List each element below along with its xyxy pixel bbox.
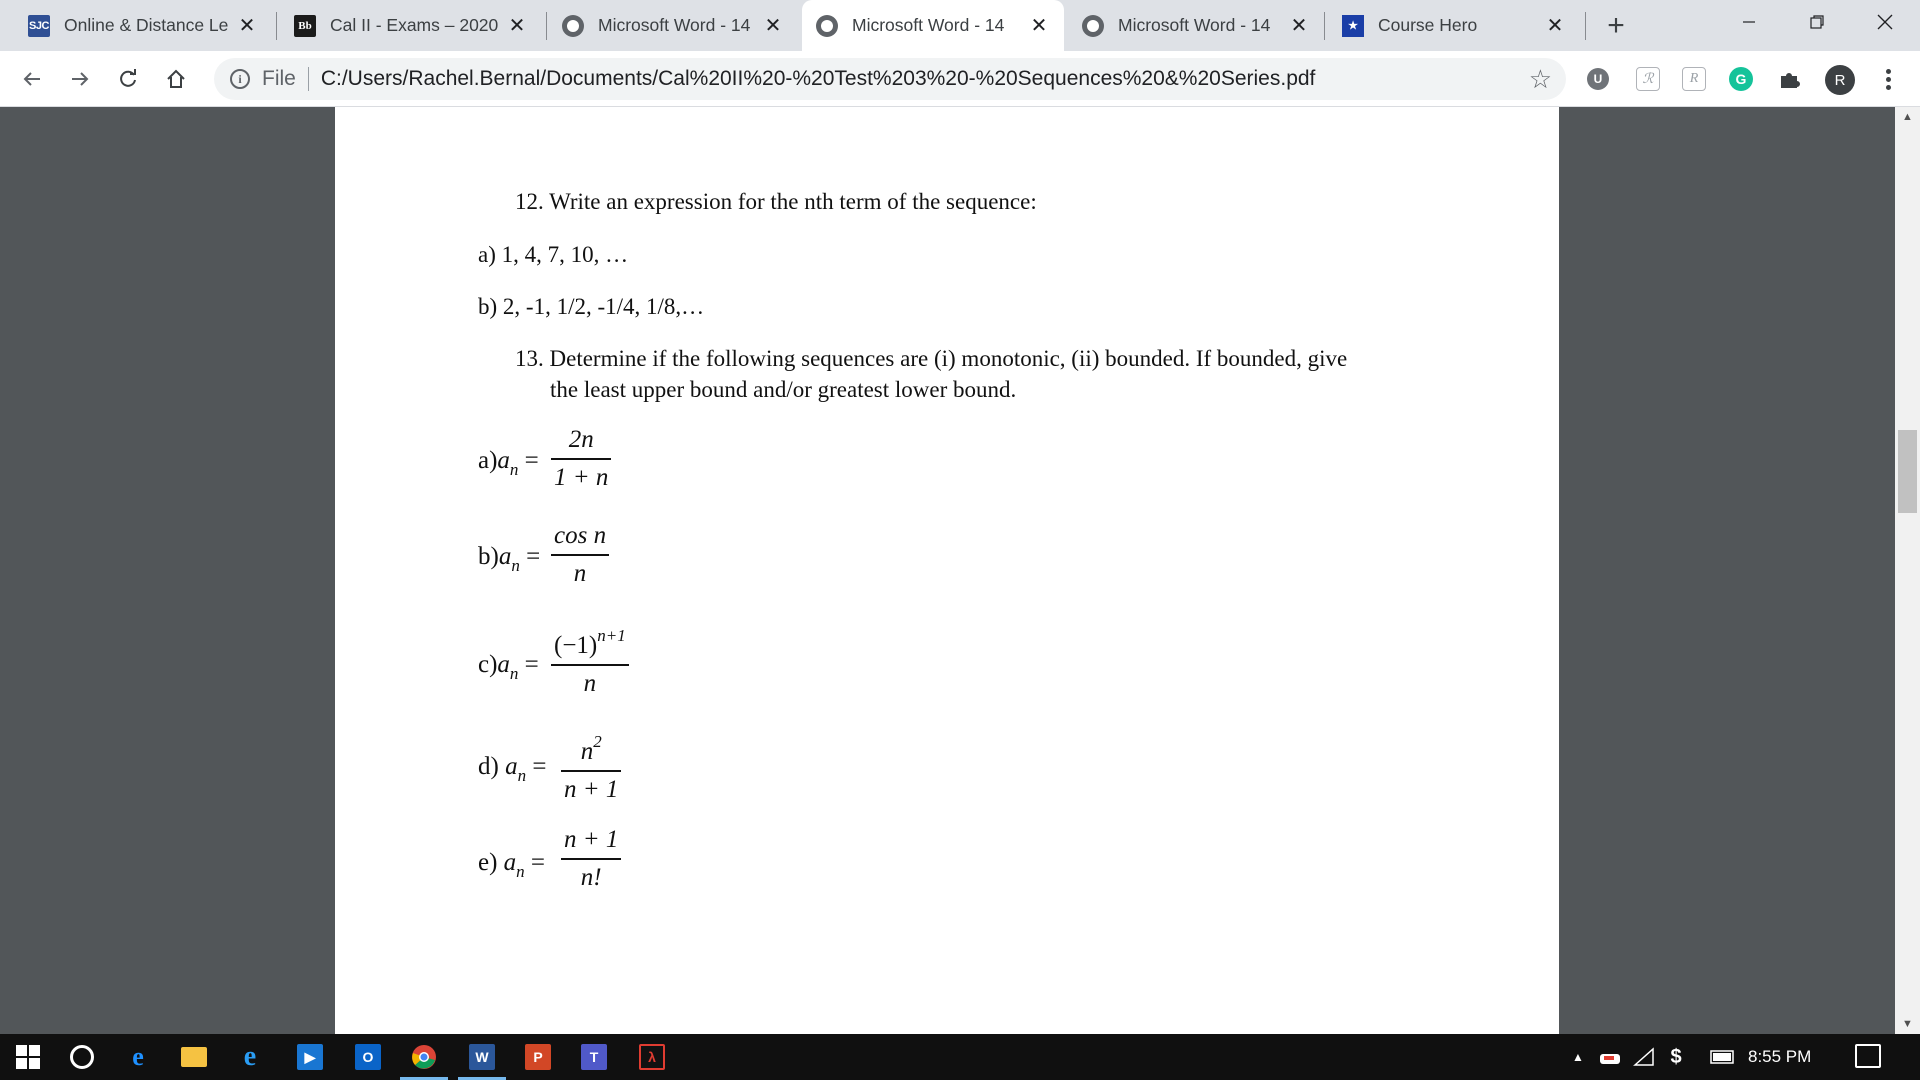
tab-separator <box>1585 12 1586 40</box>
tab-title: Microsoft Word - 14 <box>1118 15 1271 35</box>
close-icon[interactable]: ✕ <box>1290 15 1308 37</box>
start-button[interactable] <box>0 1034 56 1080</box>
taskbar-chrome[interactable] <box>396 1034 452 1080</box>
reload-button[interactable] <box>110 61 146 97</box>
globe-icon <box>816 15 838 37</box>
wifi-icon[interactable] <box>1630 1034 1658 1080</box>
acrobat-icon: λ <box>639 1044 665 1070</box>
edge-icon: e <box>132 1042 144 1071</box>
new-tab-button[interactable]: + <box>1607 9 1625 42</box>
tab-cal-exams[interactable] <box>280 0 542 51</box>
question-12-prompt: 12. Write an expression for the nth term of the sequence: <box>515 189 1037 214</box>
sjc-icon: SJC <box>28 15 50 37</box>
powerpoint-icon: P <box>525 1044 551 1070</box>
formula-c-fraction: $(-1)^{n+1}$ n <box>551 621 629 699</box>
extension-r-icon[interactable]: ℛ <box>1636 67 1660 91</box>
scroll-up-icon[interactable]: ▲ <box>1902 111 1913 123</box>
tab-separator <box>546 12 547 40</box>
tab-separator <box>1324 12 1325 40</box>
forward-button[interactable] <box>62 61 98 97</box>
arrow-left-icon <box>20 67 44 91</box>
chrome-icon <box>411 1044 437 1070</box>
tab-word-1[interactable] <box>548 0 798 51</box>
scroll-down-icon[interactable]: ▼ <box>1902 1018 1913 1030</box>
close-icon[interactable]: ✕ <box>1546 15 1564 37</box>
dollar-icon[interactable]: $ <box>1670 1045 1682 1068</box>
tab-title: Cal II - Exams – 2020 <box>330 15 499 35</box>
tab-word-3[interactable] <box>1068 0 1324 51</box>
address-separator <box>308 67 309 91</box>
formula-b-lhs: $b)a_n$ = <box>478 543 541 575</box>
formula-a-lhs: $a)a_n$ = <box>478 447 539 479</box>
close-icon[interactable]: ✕ <box>508 15 526 37</box>
taskbar-media[interactable] <box>282 1034 338 1080</box>
formula-e-lhs: e) $a_n$ = <box>478 849 546 881</box>
windows-logo-icon <box>16 1045 40 1069</box>
close-icon <box>1876 13 1894 31</box>
home-icon <box>164 67 188 91</box>
formula-b-fraction: cos n n <box>551 521 609 589</box>
taskbar-teams[interactable] <box>566 1034 622 1080</box>
network-icon[interactable] <box>1596 1034 1624 1080</box>
minimize-icon <box>1741 14 1757 30</box>
search-button[interactable] <box>54 1034 110 1080</box>
info-icon[interactable]: i <box>230 69 250 89</box>
extension-script-icon[interactable]: R <box>1682 67 1706 91</box>
home-button[interactable] <box>158 61 194 97</box>
folder-icon <box>181 1047 207 1067</box>
formula-c-lhs: $c)a_n$ = <box>478 651 539 683</box>
tab-title: Course Hero <box>1378 15 1478 35</box>
formula-d-fraction: $n^2$ n + 1 <box>561 727 621 805</box>
back-button[interactable] <box>14 61 50 97</box>
taskbar-edge[interactable] <box>110 1034 166 1080</box>
formula-d-lhs: d) $a_n$ = <box>478 753 547 785</box>
pdf-page <box>335 107 1559 1034</box>
globe-icon <box>562 15 584 37</box>
formula-e-fraction: n + 1 n! <box>561 825 621 893</box>
browser-toolbar <box>0 51 1920 107</box>
blackboard-icon: Bb <box>294 15 316 37</box>
scroll-thumb[interactable] <box>1898 430 1917 513</box>
minimize-button[interactable] <box>1720 0 1778 44</box>
grammarly-icon[interactable]: G <box>1729 67 1753 91</box>
question-13-prompt-line2: the least upper bound and/or greatest lower bound. <box>550 377 1017 402</box>
extension-u-icon[interactable]: U <box>1587 68 1609 90</box>
tab-title: Microsoft Word - 14 <box>598 15 751 35</box>
taskbar-powerpoint[interactable] <box>510 1034 566 1080</box>
play-icon: ▶ <box>297 1044 323 1070</box>
arrow-right-icon <box>68 67 92 91</box>
taskbar-outlook[interactable] <box>340 1034 396 1080</box>
tab-title: Microsoft Word - 14 <box>852 15 1005 35</box>
taskbar-acrobat[interactable] <box>624 1034 680 1080</box>
vertical-scrollbar[interactable] <box>1895 107 1920 1034</box>
tab-title: Online & Distance Le <box>64 15 229 35</box>
word-icon: W <box>469 1044 495 1070</box>
question-12a: a) 1, 4, 7, 10, … <box>478 242 629 267</box>
close-window-button[interactable] <box>1856 0 1914 44</box>
teams-icon: T <box>581 1044 607 1070</box>
globe-icon <box>1082 15 1104 37</box>
search-icon <box>70 1045 94 1069</box>
taskbar-ie[interactable] <box>222 1034 278 1080</box>
reload-icon <box>116 67 140 91</box>
battery-icon[interactable] <box>1708 1034 1738 1080</box>
tab-online-distance[interactable] <box>14 0 272 51</box>
url-text[interactable]: C:/Users/Rachel.Bernal/Documents/Cal%20II%20-%20Test%203%20-%20Sequences%20&%20Series.pdf <box>320 67 1316 90</box>
scheme-label: File <box>262 67 296 90</box>
formula-a-fraction: 2n 1 + n <box>551 425 611 493</box>
course-hero-icon: ★ <box>1342 15 1364 37</box>
address-bar[interactable] <box>214 58 1566 100</box>
close-icon[interactable]: ✕ <box>1030 15 1048 37</box>
windows-taskbar <box>0 1034 1920 1080</box>
outlook-icon: O <box>355 1044 381 1070</box>
tab-course-hero[interactable] <box>1328 0 1580 51</box>
chevron-up-icon[interactable]: ▲ <box>1572 1050 1584 1064</box>
question-13-prompt-line1: 13. Determine if the following sequences are (i) monotonic, (ii) bounded. If bounded, give <box>515 346 1348 371</box>
puzzle-icon[interactable] <box>1774 64 1804 94</box>
restore-icon <box>1809 14 1825 30</box>
taskbar-word[interactable] <box>454 1034 510 1080</box>
tab-word-active[interactable] <box>802 0 1064 51</box>
restore-button[interactable] <box>1788 0 1846 44</box>
menu-icon[interactable] <box>1876 63 1900 95</box>
question-12b: b) 2, -1, 1/2, -1/4, 1/8,… <box>478 294 705 319</box>
avatar[interactable]: R <box>1825 65 1855 95</box>
close-icon[interactable]: ✕ <box>764 15 782 37</box>
internet-explorer-icon: e <box>243 1041 257 1072</box>
tab-separator <box>276 12 277 40</box>
star-icon[interactable]: ☆ <box>1528 64 1552 94</box>
close-icon[interactable]: ✕ <box>238 15 256 37</box>
tab-strip <box>0 0 1920 51</box>
clock[interactable]: 8:55 PM <box>1748 1047 1812 1066</box>
notifications-icon[interactable] <box>1855 1044 1881 1068</box>
taskbar-file-explorer[interactable] <box>166 1034 222 1080</box>
pdf-viewer <box>0 107 1920 1034</box>
